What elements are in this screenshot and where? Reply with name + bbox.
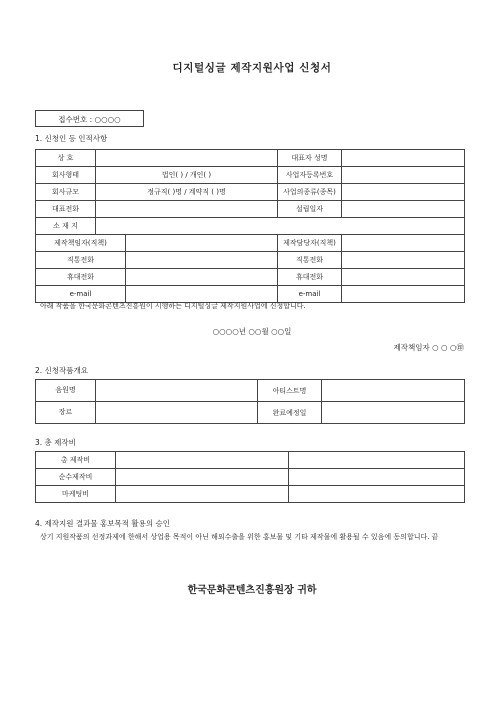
company-scale-field[interactable]: 정규직( )명 / 계약직 ( )명 — [96, 184, 278, 201]
album-name-label: 음원명 — [36, 380, 96, 402]
main-phone-field[interactable] — [96, 201, 278, 218]
declaration-text: 아래 작품을 한국문화콘텐츠진흥원이 시행하는 디지털싱글 제작지원사업에 신청합니다. — [40, 302, 306, 310]
production-manager-field[interactable] — [342, 235, 465, 252]
section3-heading: 3. 총 제작비 — [35, 438, 76, 447]
section2-heading: 2. 신청작품개요 — [35, 366, 89, 375]
business-type-label: 사업의종류(종목) — [278, 184, 342, 201]
total-cost-note[interactable] — [289, 452, 465, 469]
table-row — [36, 167, 465, 184]
consent-text: 상기 지원작품의 선정과제에 한해서 상업용 목적이 아닌 해외수출을 위한 홍보물 및 기타 제작물에 활용될 수 있음에 동의합니다. 끝 — [40, 533, 439, 541]
album-name-field[interactable] — [96, 380, 258, 402]
address-label: 소 재 지 — [36, 218, 96, 235]
lead-mobile-label: 휴대전화 — [36, 269, 126, 286]
main-phone-label: 대표전화 — [36, 201, 96, 218]
table-row — [36, 184, 465, 201]
net-cost-note[interactable] — [289, 469, 465, 486]
table-row — [36, 469, 465, 486]
founded-date-field[interactable] — [342, 201, 465, 218]
table-row — [36, 452, 465, 469]
table-row — [36, 402, 465, 424]
company-name-field[interactable] — [96, 150, 278, 167]
company-type-field[interactable]: 법인( ) / 개인( ) — [96, 167, 278, 184]
net-cost-field[interactable] — [116, 469, 289, 486]
address-field[interactable] — [96, 218, 465, 235]
total-cost-field[interactable] — [116, 452, 289, 469]
section1-heading: 1. 신청인 등 인적사항 — [35, 134, 108, 143]
table-row — [36, 235, 465, 252]
manager-mobile-label: 휴대전화 — [278, 269, 342, 286]
company-type-label: 회사형태 — [36, 167, 96, 184]
manager-mobile-field[interactable] — [342, 269, 465, 286]
table-row — [36, 252, 465, 269]
manager-direct-phone-field[interactable] — [342, 252, 465, 269]
table-row — [36, 150, 465, 167]
genre-field[interactable] — [96, 402, 258, 424]
application-date: ○○○○년 ○○월 ○○일 — [212, 327, 292, 336]
lead-email-label: e-mail — [36, 286, 126, 303]
manager-direct-phone-label: 직통전화 — [278, 252, 342, 269]
genre-label: 장르 — [36, 402, 96, 424]
manager-email-label: e-mail — [278, 286, 342, 303]
marketing-cost-label: 마케팅비 — [36, 486, 116, 503]
completion-date-field[interactable] — [322, 402, 465, 424]
company-scale-label: 회사규모 — [36, 184, 96, 201]
applicant-info-table — [35, 149, 465, 303]
business-number-field[interactable] — [342, 167, 465, 184]
manager-email-field[interactable] — [342, 286, 465, 303]
table-row — [36, 486, 465, 503]
receipt-number-box: 접수번호 : ○○○○ — [35, 110, 144, 127]
table-row — [36, 218, 465, 235]
lead-direct-phone-label: 직통전화 — [36, 252, 126, 269]
addressee: 한국문화콘텐츠진흥원장 귀하 — [187, 585, 317, 596]
table-row — [36, 380, 465, 402]
lead-direct-phone-field[interactable] — [126, 252, 278, 269]
production-lead-label: 제작책임자(직책) — [36, 235, 126, 252]
lead-mobile-field[interactable] — [126, 269, 278, 286]
budget-table — [35, 451, 465, 503]
artist-name-label: 아티스트명 — [258, 380, 322, 402]
table-row — [36, 201, 465, 218]
form-title: 디지털싱글 제작지원사업 신청서 — [172, 62, 332, 74]
signer-line: 제작책임자 ○ ○ ○㊞ — [393, 343, 464, 352]
company-name-label: 상 호 — [36, 150, 96, 167]
section4-heading: 4. 제작지원 결과물 홍보목적 활용의 승인 — [35, 519, 170, 528]
business-type-field[interactable] — [342, 184, 465, 201]
total-cost-label: 총 제작비 — [36, 452, 116, 469]
representative-field[interactable] — [342, 150, 465, 167]
net-cost-label: 순수제작비 — [36, 469, 116, 486]
representative-label: 대표자 성명 — [278, 150, 342, 167]
marketing-cost-note[interactable] — [289, 486, 465, 503]
founded-date-label: 설립일자 — [278, 201, 342, 218]
production-lead-field[interactable] — [126, 235, 278, 252]
work-summary-table — [35, 379, 465, 424]
production-manager-label: 제작담당자(직책) — [278, 235, 342, 252]
artist-name-field[interactable] — [322, 380, 465, 402]
marketing-cost-field[interactable] — [116, 486, 289, 503]
business-number-label: 사업자등록번호 — [278, 167, 342, 184]
table-row — [36, 269, 465, 286]
completion-date-label: 완료예정일 — [258, 402, 322, 424]
